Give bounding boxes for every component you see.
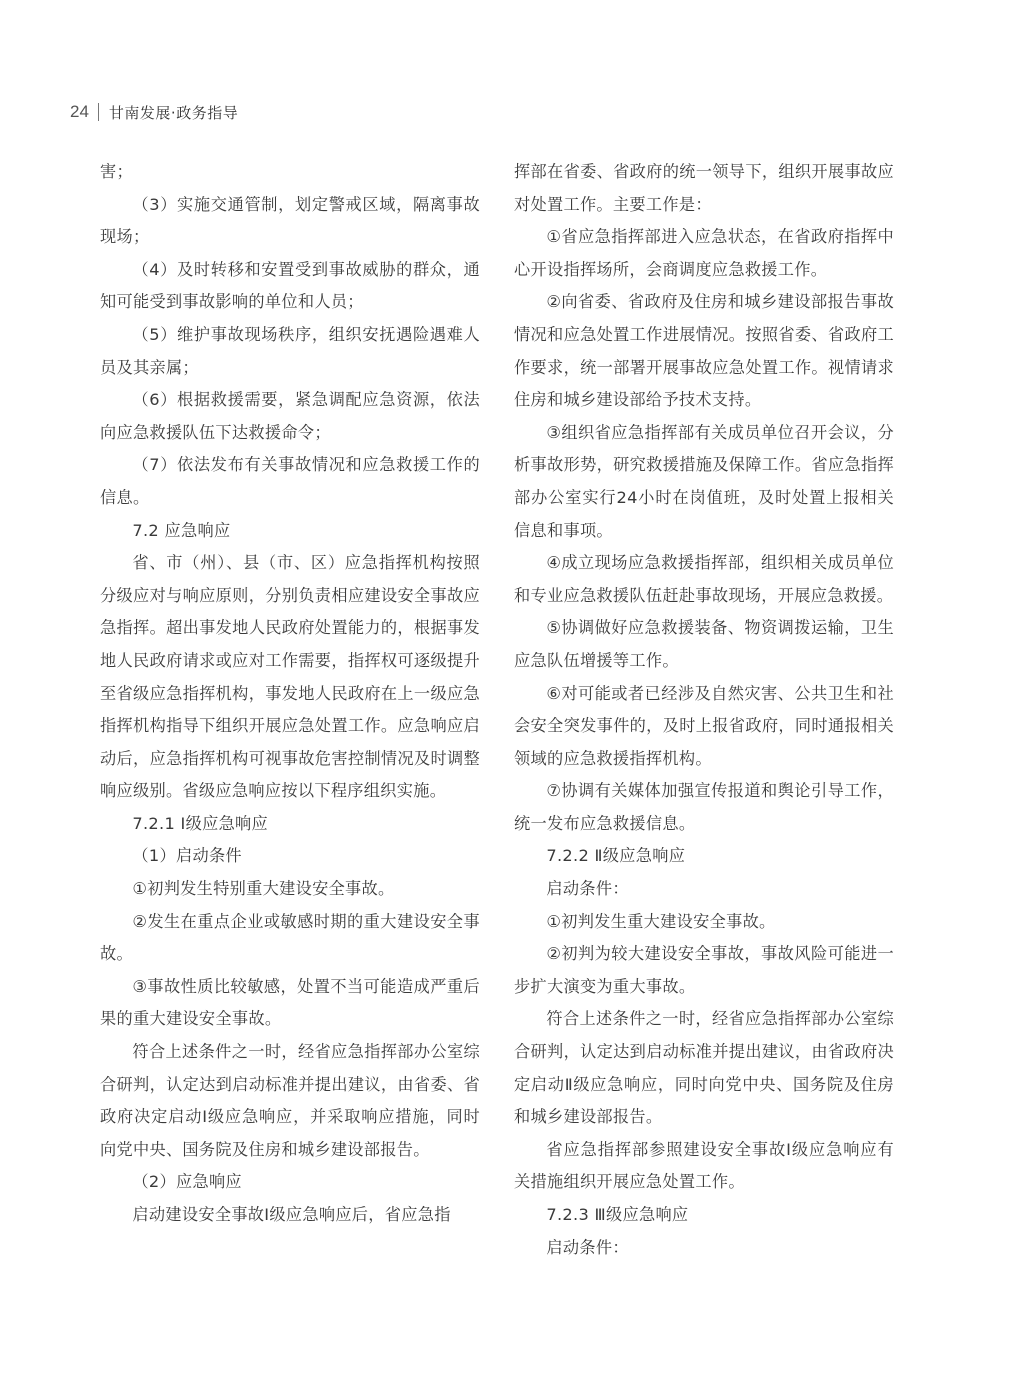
paragraph: 省、市（州）、县（市、区）应急指挥机构按照分级应对与响应原则，分别负责相应建设安全事故应急指挥。超出事发地人民政府处置能力的，根据事发地人民政府请求或应对工作需要，指挥权可逐级提升至省级应急指挥机构，事发地人民政府在上一级应急指挥机构指导下组织开展应急处置工作。应急响应启动后，应急指挥机构可视事故危害控制情况及时调整响应级别。省级应急响应按以下程序组织实施。	[100, 553, 480, 801]
paragraph: ③组织省应急指挥部有关成员单位召开会议，分析事故形势，研究救援措施及保障工作。省应急指挥部办公室实行24小时在岗值班，及时处置上报相关信息和事项。	[514, 422, 894, 540]
paragraph: （5）维护事故现场秩序，组织安抚遇险遇难人员及其亲属；	[100, 324, 480, 377]
paragraph: 7.2.1 Ⅰ级应急响应	[132, 813, 269, 833]
paragraph: （1）启动条件	[132, 846, 242, 866]
running-title: 甘南发展·政务指导	[108, 103, 239, 122]
paragraph: 挥部在省委、省政府的统一领导下，组织开展事故应对处置工作。主要工作是：	[514, 162, 894, 214]
paragraph: 符合上述条件之一时，经省应急指挥部办公室综合研判，认定达到启动标准并提出建议，由省政府决定启动Ⅱ级应急响应，同时向党中央、国务院及住房和城乡建设部报告。	[514, 1009, 894, 1127]
header-divider	[98, 103, 99, 121]
paragraph: 省应急指挥部参照建设安全事故Ⅰ级应急响应有关措施组织开展应急处置工作。	[514, 1139, 894, 1192]
paragraph: 启动建设安全事故Ⅰ级应急响应后，省应急指	[132, 1205, 451, 1224]
paragraph: 7.2 应急响应	[132, 520, 231, 540]
paragraph: （4）及时转移和安置受到事故威胁的群众，通知可能受到事故影响的单位和人员；	[100, 259, 480, 312]
paragraph: ①初判发生特别重大建设安全事故。	[132, 879, 395, 899]
left-text-column	[100, 156, 480, 1232]
page-header	[70, 101, 238, 123]
page-number: 24	[70, 102, 89, 121]
paragraph: 7.2.3 Ⅲ级应急响应	[546, 1205, 689, 1224]
paragraph: ①省应急指挥部进入应急状态，在省政府指挥中心开设指挥场所，会商调度应急救援工作。	[514, 227, 894, 279]
paragraph: 害；	[100, 162, 133, 181]
paragraph: ⑤协调做好应急救援装备、物资调拨运输，卫生应急队伍增援等工作。	[514, 618, 894, 670]
paragraph: 启动条件：	[546, 879, 629, 899]
right-text-column	[514, 156, 894, 1264]
paragraph: 符合上述条件之一时，经省应急指挥部办公室综合研判，认定达到启动标准并提出建议，由省委、省政府决定启动Ⅰ级应急响应，并采取响应措施，同时向党中央、国务院及住房和城乡建设部报告。	[100, 1042, 480, 1159]
paragraph: ④成立现场应急救援指挥部，组织相关成员单位和专业应急救援队伍赶赴事故现场，开展应急救援。	[514, 553, 894, 605]
paragraph: ③事故性质比较敏感，处置不当可能造成严重后果的重大建设安全事故。	[100, 976, 480, 1029]
paragraph: ②向省委、省政府及住房和城乡建设部报告事故情况和应急处置工作进展情况。按照省委、省政府工作要求，统一部署开展事故应急处置工作。视情请求住房和城乡建设部给予技术支持。	[514, 292, 894, 410]
paragraph: 7.2.2 Ⅱ级应急响应	[546, 846, 686, 866]
paragraph: 启动条件：	[546, 1237, 629, 1257]
paragraph: （7）依法发布有关事故情况和应急救援工作的信息。	[100, 455, 480, 507]
paragraph: ②发生在重点企业或敏感时期的重大建设安全事故。	[100, 911, 480, 964]
paragraph: ①初判发生重大建设安全事故。	[546, 911, 776, 931]
paragraph: ②初判为较大建设安全事故，事故风险可能进一步扩大演变为重大事故。	[514, 944, 894, 996]
paragraph: （3）实施交通管制，划定警戒区域，隔离事故现场；	[100, 194, 480, 247]
paragraph: ⑦协调有关媒体加强宣传报道和舆论引导工作，统一发布应急救援信息。	[514, 781, 894, 833]
paragraph: ⑥对可能或者已经涉及自然灾害、公共卫生和社会安全突发事件的，及时上报省政府，同时通报相关领域的应急救援指挥机构。	[514, 683, 894, 768]
paragraph: （6）根据救援需要，紧急调配应急资源，依法向应急救援队伍下达救援命令；	[100, 390, 480, 442]
paragraph: （2）应急响应	[132, 1172, 242, 1192]
